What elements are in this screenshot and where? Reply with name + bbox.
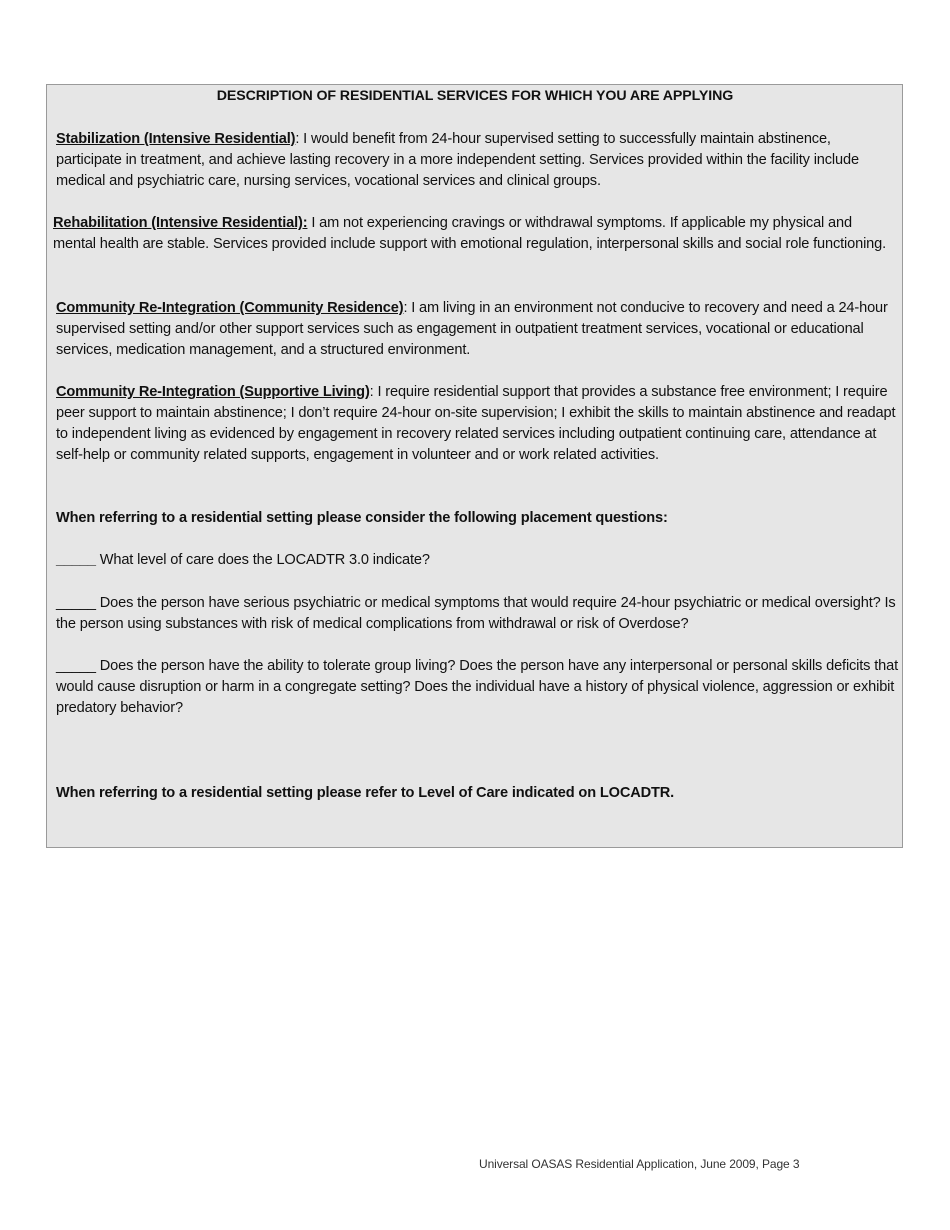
services-panel [46, 84, 903, 848]
service-description: : I am living in an environment not conducive to recovery and need a 24-hour supervised setting and/or other support services such as engagement in outpatient treatment services, vocational or educational services, medication management, and a structured environment. [56, 300, 888, 358]
service-description: : I require residential support that provides a substance free environment; I require peer support to maintain abstinence; I don’t require 24-hour on-site supervision; I exhibit the skills to maintain abstinence and readapt to independent living as evidenced by engagement in recovery related services including outpatient continuing care, attendance at self-help or community related supports, engagement in volunteer and or work related activities. [56, 384, 896, 463]
service-supportive-living [56, 382, 898, 466]
answer-blank[interactable]: _____ [56, 552, 96, 568]
answer-blank[interactable]: _____ [56, 595, 96, 611]
section-title: DESCRIPTION OF RESIDENTIAL SERVICES FOR WHICH YOU ARE APPLYING [216, 88, 734, 104]
question-item [56, 550, 898, 571]
service-heading: Stabilization (Intensive Residential) [56, 131, 296, 147]
service-description: I am not experiencing cravings or withdrawal symptoms. If applicable my physical and mental health are stable. Services provided include support with emotional regulation, interpersonal skills and social role functioning. [53, 215, 887, 252]
page-footer: Universal OASAS Residential Application, June 2009, Page 3 [479, 1157, 800, 1171]
service-rehabilitation [53, 213, 898, 255]
answer-blank[interactable]: _____ [56, 658, 96, 674]
question-item [56, 656, 898, 719]
service-heading: Community Re-Integration (Community Residence) [56, 300, 404, 316]
service-stabilization [56, 129, 898, 192]
closing-note: When referring to a residential setting please refer to Level of Care indicated on LOCADTR. [56, 785, 675, 801]
service-heading: Rehabilitation (Intensive Residential): [53, 215, 308, 231]
question-item [56, 593, 898, 635]
question-text: Does the person have serious psychiatric or medical symptoms that would require 24-hour psychiatric or medical oversight? Is the person using substances with risk of medical complications from withdrawal or risk of Overdose? [56, 595, 896, 632]
service-description: : I would benefit from 24-hour supervised setting to successfully maintain abstinence, participate in treatment, and achieve lasting recovery in a more independent setting. Services provided within the facility include medical and psychiatric care, nursing services, vocational services and clinical groups. [56, 131, 859, 189]
question-text: What level of care does the LOCADTR 3.0 indicate? [95, 552, 430, 568]
placement-intro: When referring to a residential setting please consider the following placement questions: [56, 510, 668, 526]
service-heading: Community Re-Integration (Supportive Living) [56, 384, 370, 400]
question-text: Does the person have the ability to tolerate group living? Does the person have any interpersonal or personal skills deficits that would cause disruption or harm in a congregate setting? Does the individual have a history of physical violence, aggression or exhibit predatory behavior? [56, 658, 898, 716]
service-community-residence [56, 298, 898, 361]
